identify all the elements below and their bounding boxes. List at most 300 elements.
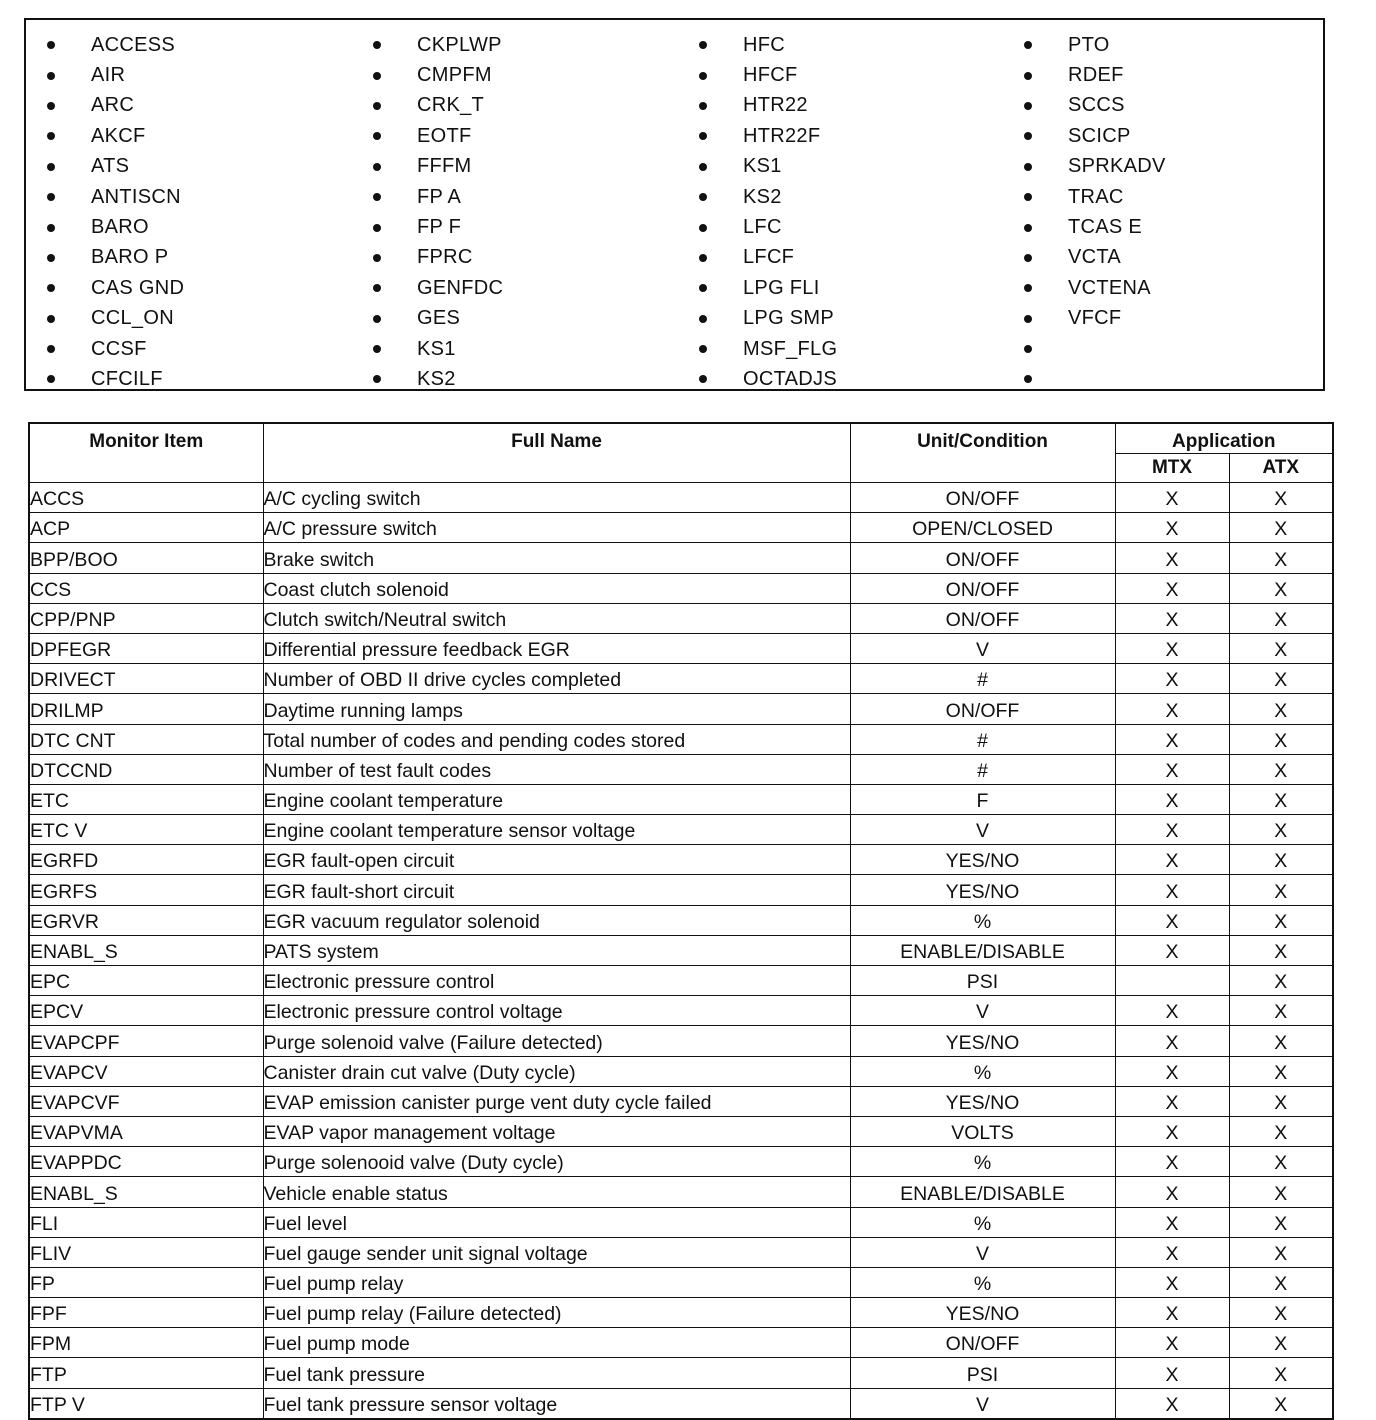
bullet-icon [373,224,381,232]
cell-full-name: Purge solenooid valve (Duty cycle) [263,1147,850,1177]
cell-mtx: X [1115,875,1229,905]
cell-mtx: X [1115,1086,1229,1116]
pid-list-item [26,121,346,151]
cell-unit-condition: ON/OFF [850,1328,1115,1358]
cell-full-name: Engine coolant temperature [263,784,850,814]
pid-code: AKCF [91,124,146,147]
bullet-icon [699,345,707,353]
cell-atx: X [1229,1056,1333,1086]
table-row [29,724,1333,754]
bullet-icon [1024,315,1032,323]
pid-list-item [678,304,998,334]
cell-monitor-item: ENABL_S [29,1177,263,1207]
pid-list-box [24,18,1325,391]
cell-mtx: X [1115,935,1229,965]
bullet-icon [47,284,55,292]
cell-unit-condition: % [850,1147,1115,1177]
pid-code: HTR22F [743,124,821,147]
table-row [29,1086,1333,1116]
pid-code: FFFM [417,155,472,178]
cell-mtx: X [1115,905,1229,935]
pid-list-item [26,60,346,90]
table-row [29,905,1333,935]
bullet-icon [1024,102,1032,110]
pid-code: ACCESS [91,33,176,56]
cell-full-name: Fuel pump mode [263,1328,850,1358]
cell-monitor-item: DTCCND [29,754,263,784]
pid-list-item [26,30,346,60]
table-row [29,664,1333,694]
pid-list-item [678,60,998,90]
table-body [29,483,1333,1419]
table-row [29,483,1333,513]
cell-unit-condition: V [850,1237,1115,1267]
cell-mtx: X [1115,1358,1229,1388]
cell-unit-condition: % [850,905,1115,935]
cell-atx: X [1229,1328,1333,1358]
pid-list-item [352,364,672,394]
pid-list-item [352,121,672,151]
pid-list-item [1003,304,1323,334]
pid-code: LPG SMP [743,307,835,330]
table-row [29,935,1333,965]
cell-monitor-item: DRILMP [29,694,263,724]
cell-unit-condition: YES/NO [850,1298,1115,1328]
table-row [29,1207,1333,1237]
cell-atx: X [1229,633,1333,663]
bullet-icon [47,315,55,323]
table-row [29,694,1333,724]
cell-mtx: X [1115,633,1229,663]
cell-full-name: EGR fault-open circuit [263,845,850,875]
bullet-icon [47,102,55,110]
cell-mtx: X [1115,1056,1229,1086]
header-atx: ATX [1229,454,1333,483]
bullet-icon [373,254,381,262]
cell-unit-condition: V [850,1388,1115,1419]
cell-atx: X [1229,1177,1333,1207]
cell-unit-condition: # [850,664,1115,694]
pid-code: PTO [1068,33,1110,56]
pid-list-item [352,60,672,90]
pid-code: HTR22 [743,94,808,117]
pid-list-item [352,91,672,121]
cell-unit-condition: PSI [850,1358,1115,1388]
cell-monitor-item: ACCS [29,483,263,513]
bullet-icon [47,163,55,171]
cell-atx: X [1229,1267,1333,1297]
pid-code: GENFDC [417,276,504,299]
cell-unit-condition: # [850,724,1115,754]
cell-atx: X [1229,1086,1333,1116]
cell-atx: X [1229,1207,1333,1237]
cell-monitor-item: FLI [29,1207,263,1237]
pid-code: HFCF [743,64,798,87]
pid-code: ANTISCN [91,185,181,208]
pid-list-item [26,364,346,394]
cell-unit-condition: % [850,1267,1115,1297]
cell-atx: X [1229,1116,1333,1146]
bullet-icon [1024,72,1032,80]
pid-code: AIR [91,64,126,87]
header-unit-condition: Unit/Condition [850,423,1115,483]
cell-mtx: X [1115,694,1229,724]
bullet-icon [1024,284,1032,292]
bullet-icon [699,193,707,201]
cell-atx: X [1229,815,1333,845]
cell-full-name: PATS system [263,935,850,965]
pid-list-item [678,91,998,121]
bullet-icon [1024,375,1032,383]
pid-list-item [678,212,998,242]
bullet-icon [699,102,707,110]
table-row [29,603,1333,633]
cell-full-name: Engine coolant temperature sensor voltage [263,815,850,845]
bullet-icon [47,193,55,201]
pid-code: LPG FLI [743,276,820,299]
cell-atx: X [1229,664,1333,694]
monitor-items-table [28,422,1334,1420]
bullet-icon [1024,224,1032,232]
cell-monitor-item: FP [29,1267,263,1297]
cell-mtx: X [1115,664,1229,694]
pid-code: LFCF [743,246,795,269]
pid-code: MSF_FLG [743,337,838,360]
cell-mtx: X [1115,1328,1229,1358]
table-row [29,1116,1333,1146]
cell-atx: X [1229,905,1333,935]
cell-mtx: X [1115,543,1229,573]
pid-code: SPRKADV [1068,155,1166,178]
pid-list-item [1003,364,1323,394]
cell-full-name: EGR fault-short circuit [263,875,850,905]
cell-full-name: Coast clutch solenoid [263,573,850,603]
pid-code: KS2 [417,367,456,390]
bullet-icon [47,345,55,353]
cell-unit-condition: % [850,1207,1115,1237]
pid-list-item [678,334,998,364]
bullet-icon [1024,163,1032,171]
cell-unit-condition: ON/OFF [850,483,1115,513]
pid-list-item [352,334,672,364]
cell-full-name: Number of test fault codes [263,754,850,784]
cell-atx: X [1229,483,1333,513]
cell-mtx: X [1115,845,1229,875]
header-application: Application [1115,423,1333,454]
cell-atx: X [1229,966,1333,996]
pid-code: RDEF [1068,64,1124,87]
cell-unit-condition: PSI [850,966,1115,996]
cell-unit-condition: ON/OFF [850,543,1115,573]
table-row [29,1237,1333,1267]
bullet-icon [699,315,707,323]
pid-code: VCTENA [1068,276,1151,299]
cell-mtx: X [1115,1237,1229,1267]
cell-full-name: Electronic pressure control [263,966,850,996]
table-row [29,875,1333,905]
cell-mtx: X [1115,996,1229,1026]
cell-monitor-item: ETC [29,784,263,814]
pid-list-item [1003,30,1323,60]
bullet-icon [47,224,55,232]
pid-list-item [1003,243,1323,273]
cell-monitor-item: FPM [29,1328,263,1358]
cell-full-name: EGR vacuum regulator solenoid [263,905,850,935]
cell-mtx: X [1115,724,1229,754]
cell-unit-condition: ON/OFF [850,694,1115,724]
cell-full-name: EVAP emission canister purge vent duty cycle failed [263,1086,850,1116]
cell-atx: X [1229,513,1333,543]
cell-full-name: Fuel pump relay (Failure detected) [263,1298,850,1328]
cell-full-name: Daytime running lamps [263,694,850,724]
table-row [29,784,1333,814]
pid-list-item [26,304,346,334]
table-row [29,1056,1333,1086]
cell-atx: X [1229,1026,1333,1056]
cell-unit-condition: OPEN/CLOSED [850,513,1115,543]
pid-list-item [26,243,346,273]
table-row [29,543,1333,573]
pid-list-item [1003,60,1323,90]
cell-atx: X [1229,1388,1333,1419]
cell-full-name: Purge solenoid valve (Failure detected) [263,1026,850,1056]
cell-full-name: Clutch switch/Neutral switch [263,603,850,633]
bullet-icon [699,41,707,49]
pid-code: BARO [91,216,149,239]
pid-list-item [352,273,672,303]
bullet-icon [47,132,55,140]
pid-code: GES [417,307,461,330]
bullet-icon [699,163,707,171]
pid-list-item [1003,334,1323,364]
pid-list-item [1003,152,1323,182]
pid-code: CRK_T [417,94,485,117]
pid-code: CCSF [91,337,147,360]
table-row [29,1147,1333,1177]
pid-code: KS1 [743,155,782,178]
cell-mtx: X [1115,513,1229,543]
table-row [29,1298,1333,1328]
table-row [29,633,1333,663]
cell-atx: X [1229,784,1333,814]
cell-atx: X [1229,694,1333,724]
pid-list-item [678,152,998,182]
pid-code: HFC [743,33,786,56]
pid-list-item [352,304,672,334]
cell-full-name: Fuel tank pressure sensor voltage [263,1388,850,1419]
cell-monitor-item: EVAPVMA [29,1116,263,1146]
pid-column-3 [678,30,998,395]
cell-monitor-item: EVAPCVF [29,1086,263,1116]
cell-monitor-item: EPC [29,966,263,996]
bullet-icon [373,132,381,140]
bullet-icon [373,102,381,110]
cell-atx: X [1229,724,1333,754]
cell-monitor-item: BPP/BOO [29,543,263,573]
cell-monitor-item: DPFEGR [29,633,263,663]
bullet-icon [1024,41,1032,49]
cell-mtx: X [1115,1116,1229,1146]
pid-list-item [1003,182,1323,212]
cell-monitor-item: EVAPPDC [29,1147,263,1177]
pid-code: EOTF [417,124,472,147]
cell-full-name: A/C pressure switch [263,513,850,543]
pid-list-item [1003,121,1323,151]
cell-monitor-item: EVAPCV [29,1056,263,1086]
pid-code: KS2 [743,185,782,208]
pid-code: CMPFM [417,64,492,87]
bullet-icon [373,41,381,49]
pid-code: LFC [743,216,782,239]
bullet-icon [373,193,381,201]
bullet-icon [47,254,55,262]
pid-list-item [678,30,998,60]
pid-list-item [26,212,346,242]
pid-code: FP A [417,185,462,208]
cell-atx: X [1229,754,1333,784]
pid-list-item [678,121,998,151]
cell-atx: X [1229,996,1333,1026]
cell-monitor-item: FTP V [29,1388,263,1419]
cell-unit-condition: % [850,1056,1115,1086]
cell-mtx: X [1115,784,1229,814]
cell-monitor-item: ENABL_S [29,935,263,965]
cell-monitor-item: EPCV [29,996,263,1026]
bullet-icon [699,72,707,80]
cell-monitor-item: FLIV [29,1237,263,1267]
pid-list-item [678,364,998,394]
cell-mtx: X [1115,483,1229,513]
cell-monitor-item: CPP/PNP [29,603,263,633]
cell-full-name: Fuel gauge sender unit signal voltage [263,1237,850,1267]
bullet-icon [47,375,55,383]
cell-full-name: Number of OBD II drive cycles completed [263,664,850,694]
cell-monitor-item: DRIVECT [29,664,263,694]
bullet-icon [373,375,381,383]
cell-full-name: A/C cycling switch [263,483,850,513]
cell-unit-condition: YES/NO [850,875,1115,905]
pid-list-item [352,30,672,60]
pid-code: ARC [91,94,135,117]
pid-code: CKPLWP [417,33,502,56]
cell-monitor-item: CCS [29,573,263,603]
bullet-icon [373,163,381,171]
pid-code: SCCS [1068,94,1125,117]
table-row [29,966,1333,996]
cell-mtx: X [1115,754,1229,784]
cell-atx: X [1229,1237,1333,1267]
pid-code: KS1 [417,337,456,360]
pid-list-item [352,212,672,242]
bullet-icon [1024,345,1032,353]
pid-column-4 [1003,30,1323,395]
pid-code: FPRC [417,246,473,269]
pid-code: VFCF [1068,307,1122,330]
cell-atx: X [1229,573,1333,603]
cell-atx: X [1229,845,1333,875]
cell-full-name: Brake switch [263,543,850,573]
bullet-icon [373,284,381,292]
bullet-icon [47,41,55,49]
bullet-icon [373,345,381,353]
pid-code: CCL_ON [91,307,174,330]
pid-code: CFCILF [91,367,163,390]
table-row [29,815,1333,845]
pid-list-item [26,152,346,182]
cell-full-name: Vehicle enable status [263,1177,850,1207]
pid-list-item [678,273,998,303]
cell-unit-condition: V [850,633,1115,663]
cell-full-name: Differential pressure feedback EGR [263,633,850,663]
header-monitor-item: Monitor Item [29,423,263,483]
cell-full-name: Total number of codes and pending codes stored [263,724,850,754]
cell-monitor-item: FTP [29,1358,263,1388]
cell-mtx: X [1115,1147,1229,1177]
table-row [29,513,1333,543]
pid-list-item [352,182,672,212]
cell-full-name: Canister drain cut valve (Duty cycle) [263,1056,850,1086]
pid-list-item [352,152,672,182]
pid-list-item [26,182,346,212]
bullet-icon [47,72,55,80]
bullet-icon [699,375,707,383]
table-row [29,845,1333,875]
bullet-icon [1024,132,1032,140]
header-full-name: Full Name [263,423,850,483]
pid-column-2 [352,30,672,395]
cell-full-name: Fuel level [263,1207,850,1237]
pid-code: VCTA [1068,246,1122,269]
pid-list-item [1003,212,1323,242]
bullet-icon [699,284,707,292]
pid-code: BARO P [91,246,169,269]
pid-list-item [678,243,998,273]
cell-monitor-item: FPF [29,1298,263,1328]
pid-list-item [678,182,998,212]
cell-monitor-item: EGRFD [29,845,263,875]
cell-mtx [1115,966,1229,996]
pid-code: CAS GND [91,276,185,299]
bullet-icon [373,315,381,323]
cell-unit-condition: V [850,815,1115,845]
cell-mtx: X [1115,815,1229,845]
bullet-icon [1024,193,1032,201]
cell-unit-condition: YES/NO [850,1086,1115,1116]
cell-unit-condition: YES/NO [850,1026,1115,1056]
header-mtx: MTX [1115,454,1229,483]
bullet-icon [699,254,707,262]
pid-code: ATS [91,155,130,178]
table-row [29,754,1333,784]
bullet-icon [373,72,381,80]
cell-full-name: Fuel pump relay [263,1267,850,1297]
cell-monitor-item: EGRFS [29,875,263,905]
table-row [29,1026,1333,1056]
table-row [29,573,1333,603]
cell-unit-condition: ENABLE/DISABLE [850,1177,1115,1207]
cell-mtx: X [1115,1026,1229,1056]
cell-monitor-item: EVAPCPF [29,1026,263,1056]
cell-mtx: X [1115,573,1229,603]
pid-list-item [1003,91,1323,121]
bullet-icon [699,224,707,232]
cell-atx: X [1229,1358,1333,1388]
bullet-icon [1024,254,1032,262]
pid-column-1 [26,30,346,395]
cell-atx: X [1229,875,1333,905]
cell-atx: X [1229,603,1333,633]
cell-mtx: X [1115,603,1229,633]
